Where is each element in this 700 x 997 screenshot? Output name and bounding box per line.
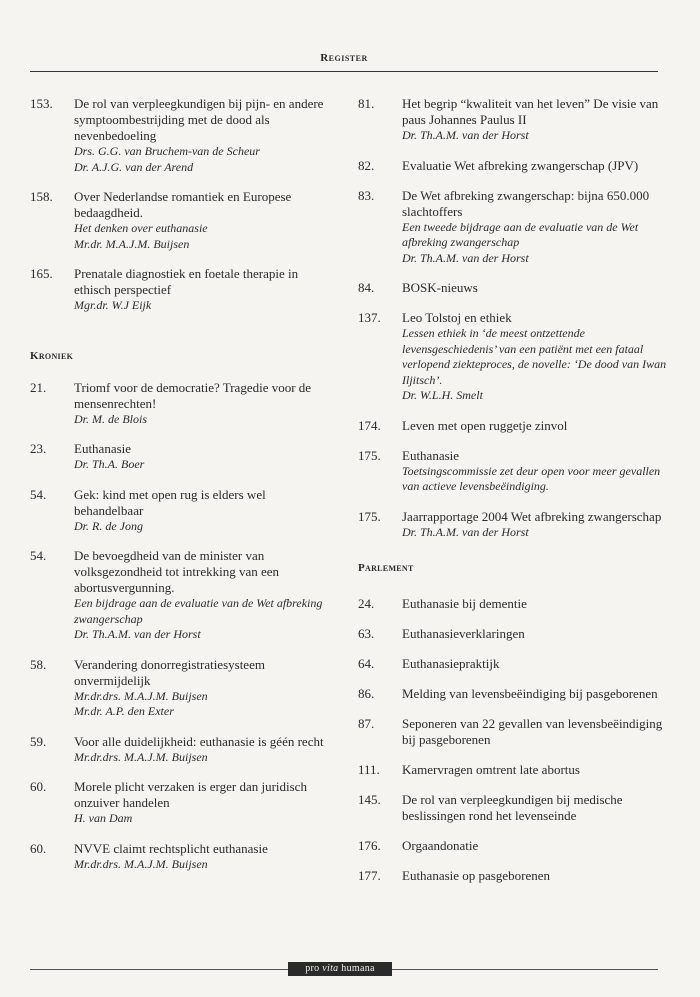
entry-title: BOSK-nieuws <box>402 280 478 295</box>
entry-subtitle: Het denken over euthanasie <box>74 221 208 235</box>
footer-pre: pro <box>305 963 320 974</box>
entry-title: De rol van verpleegkundigen bij pijn- en andere symptoombestrijding met de dood als nevenbedoeling <box>74 96 324 143</box>
register-entry <box>358 158 670 174</box>
footer-italic: vita <box>322 963 339 974</box>
entry-page-number: 145. <box>358 792 381 807</box>
register-entry <box>358 656 670 672</box>
entry-author: Dr. Th.A.M. van der Horst <box>402 250 529 265</box>
register-entry <box>358 792 670 824</box>
entry-page-number: 153. <box>30 96 53 111</box>
entry-page-number: 165. <box>30 266 53 281</box>
register-entry <box>358 188 670 267</box>
entry-author: Mgr.dr. W.J Eijk <box>74 298 152 312</box>
entry-author: H. van Dam <box>74 811 133 825</box>
footer-journal-name <box>288 962 392 976</box>
entry-page-number: 175. <box>358 447 381 463</box>
entry-body <box>402 686 670 702</box>
entry-body <box>74 779 335 827</box>
entry-page-number: 54. <box>30 486 47 502</box>
entry-title: Euthanasieverklaringen <box>402 626 525 641</box>
left-column <box>30 96 335 886</box>
entry-author: Mr.dr.drs. M.A.J.M. Buijsen <box>74 749 208 764</box>
entry-title: Over Nederlandse romantiek en Europese bedaagdheid. <box>74 189 292 220</box>
entry-title: Jaarrapportage 2004 Wet afbreking zwangerschap <box>402 508 662 524</box>
register-entry <box>358 418 670 434</box>
entry-title: Melding van levensbeëindiging bij pasgeborenen <box>402 686 658 701</box>
entry-author: Dr. Th.A.M. van der Horst <box>74 627 201 641</box>
register-entry <box>30 380 335 428</box>
entry-body <box>402 792 670 824</box>
entry-page-number: 176. <box>358 838 381 853</box>
right-column <box>358 96 670 898</box>
register-entry <box>358 838 670 854</box>
register-entry <box>358 626 670 642</box>
entry-author: Drs. G.G. van Bruchem-van de Scheur <box>74 144 260 158</box>
entry-page-number: 87. <box>358 716 375 731</box>
entry-page-number: 86. <box>358 686 375 701</box>
entry-title: De rol van verpleegkundigen bij medische beslissingen rond het levenseinde <box>402 792 623 823</box>
entry-author: Mr.dr.drs. M.A.J.M. Buijsen <box>74 688 208 703</box>
entry-page-number: 21. <box>30 379 47 395</box>
page-header: Register <box>320 52 368 64</box>
entry-title: Euthanasiepraktijk <box>402 656 500 671</box>
entry-title: Euthanasie <box>74 441 132 456</box>
entry-author: Dr. W.L.H. Smelt <box>402 388 483 402</box>
entry-page-number: 63. <box>358 626 375 641</box>
entry-body <box>402 838 670 854</box>
section-heading-kroniek: Kroniek <box>30 349 74 362</box>
register-entry <box>358 280 670 296</box>
entry-author: Mr.dr. A.P. den Exter <box>74 704 174 718</box>
entry-title: Leo Tolstoj en ethiek <box>402 310 512 325</box>
entry-body <box>74 548 335 643</box>
entry-author: Dr. R. de Jong <box>74 518 143 533</box>
entry-body <box>402 596 670 612</box>
register-entry <box>30 441 335 473</box>
register-entry <box>358 716 670 748</box>
entry-body <box>402 716 670 748</box>
register-entry <box>30 779 335 827</box>
entry-body <box>74 841 335 873</box>
right-top-entries <box>358 96 670 540</box>
entry-body <box>402 96 670 144</box>
entry-body <box>74 380 335 428</box>
entry-subtitle: Een tweede bijdrage aan de evaluatie van de Wet afbreking zwangerschap <box>402 219 639 249</box>
register-entry <box>358 96 670 144</box>
entry-author: Dr. Th.A.M. van der Horst <box>402 524 529 539</box>
entry-body <box>402 310 670 404</box>
entry-body <box>402 509 670 541</box>
register-entry <box>358 310 670 404</box>
entry-title: NVVE claimt rechtsplicht euthanasie <box>74 840 268 856</box>
entry-page-number: 24. <box>358 596 375 611</box>
register-entry <box>30 266 335 314</box>
entry-body <box>74 487 335 535</box>
entry-body <box>74 657 335 720</box>
header-divider <box>30 71 658 72</box>
entry-body <box>402 626 670 642</box>
entry-page-number: 83. <box>358 187 375 203</box>
register-entry <box>30 841 335 873</box>
entry-author: Dr. A.J.G. van der Arend <box>74 159 194 174</box>
entry-title: Gek: kind met open rug is elders wel behandelbaar <box>74 486 266 518</box>
entry-page-number: 23. <box>30 441 47 456</box>
entry-page-number: 158. <box>30 189 53 204</box>
entry-author: Dr. Th.A.M. van der Horst <box>402 128 529 142</box>
entry-title: Verandering donorregistratiesysteem onvermijdelijk <box>74 656 265 688</box>
entry-body <box>402 762 670 778</box>
register-entry <box>30 189 335 252</box>
register-entry <box>358 686 670 702</box>
entry-page-number: 58. <box>30 656 47 672</box>
entry-body <box>402 868 670 884</box>
register-entry <box>358 509 670 541</box>
entry-title: Kamervragen omtrent late abortus <box>402 762 580 777</box>
register-entry <box>358 448 670 495</box>
entry-body <box>402 280 670 296</box>
entry-title: Morele plicht verzaken is erger dan juridisch onzuiver handelen <box>74 779 307 810</box>
entry-title: Triomf voor de democratie? Tragedie voor de mensenrechten! <box>74 379 312 411</box>
entry-page-number: 174. <box>358 417 381 433</box>
entry-page-number: 137. <box>358 310 381 325</box>
entry-body <box>402 418 670 434</box>
entry-title: De Wet afbreking zwangerschap: bijna 650.000 slachtoffers <box>402 187 650 219</box>
entry-subtitle: Lessen ethiek in ‘de meest ontzettende levensgeschiedenis’ van een patiënt met een fataal verlopend ziekteproces, de novelle: ‘De dood van Iwan Iljitsch’. <box>402 326 667 387</box>
entry-body <box>74 96 335 175</box>
entry-title: Seponeren van 22 gevallen van levensbeëindiging bij pasgeborenen <box>402 716 663 747</box>
entry-title: Prenatale diagnostiek en foetale therapie in ethisch perspectief <box>74 266 299 297</box>
register-entry <box>30 657 335 720</box>
entry-title: Het begrip “kwaliteit van het leven” De visie van paus Johannes Paulus II <box>402 96 659 127</box>
register-entry <box>358 868 670 884</box>
entry-title: Euthanasie bij dementie <box>402 596 527 611</box>
entry-title: Euthanasie <box>402 447 460 463</box>
entry-body <box>402 188 670 267</box>
entry-author: Mr.dr. M.A.J.M. Buijsen <box>74 236 190 251</box>
register-entry <box>30 548 335 643</box>
entry-page-number: 111. <box>358 762 380 777</box>
register-entry <box>30 96 335 175</box>
entry-page-number: 82. <box>358 157 375 173</box>
entry-page-number: 64. <box>358 656 375 671</box>
entry-page-number: 177. <box>358 868 381 883</box>
entry-page-number: 84. <box>358 280 375 295</box>
entry-body <box>402 656 670 672</box>
entry-body <box>74 734 335 766</box>
entry-title: Orgaandonatie <box>402 838 479 853</box>
entry-title: De bevoegdheid van de minister van volksgezondheid tot intrekking van een abortusvergunning. <box>74 548 280 595</box>
register-entry <box>30 734 335 766</box>
section-heading-parlement: Parlement <box>358 562 414 574</box>
entry-page-number: 81. <box>358 96 375 111</box>
entry-body <box>74 441 335 473</box>
register-entry <box>358 762 670 778</box>
register-entry <box>358 596 670 612</box>
entry-body <box>74 189 335 252</box>
entry-title: Evaluatie Wet afbreking zwangerschap (JPV) <box>402 157 639 173</box>
entry-author: Mr.dr.drs. M.A.J.M. Buijsen <box>74 856 208 871</box>
entry-page-number: 175. <box>358 508 381 524</box>
entry-body <box>74 266 335 314</box>
entry-title: Voor alle duidelijkheid: euthanasie is géén recht <box>74 733 324 749</box>
entry-title: Leven met open ruggetje zinvol <box>402 417 568 433</box>
kroniek-entries <box>30 380 335 873</box>
entry-subtitle: Toetsingscommissie zet deur open voor meer gevallen van actieve levensbeëindiging. <box>402 463 661 493</box>
entry-body <box>402 448 670 495</box>
footer-post: humana <box>341 963 375 974</box>
entry-page-number: 54. <box>30 548 47 563</box>
entry-page-number: 60. <box>30 779 47 794</box>
entry-page-number: 60. <box>30 840 47 856</box>
entry-author: Dr. M. de Blois <box>74 411 147 426</box>
entry-title: Euthanasie op pasgeborenen <box>402 868 551 883</box>
left-top-entries <box>30 96 335 314</box>
entry-page-number: 59. <box>30 733 47 749</box>
entry-subtitle: Een bijdrage aan de evaluatie van de Wet afbreking zwangerschap <box>74 596 323 626</box>
entry-body <box>402 158 670 174</box>
entry-author: Dr. Th.A. Boer <box>74 457 145 471</box>
parlement-entries <box>358 596 670 884</box>
register-entry <box>30 487 335 535</box>
